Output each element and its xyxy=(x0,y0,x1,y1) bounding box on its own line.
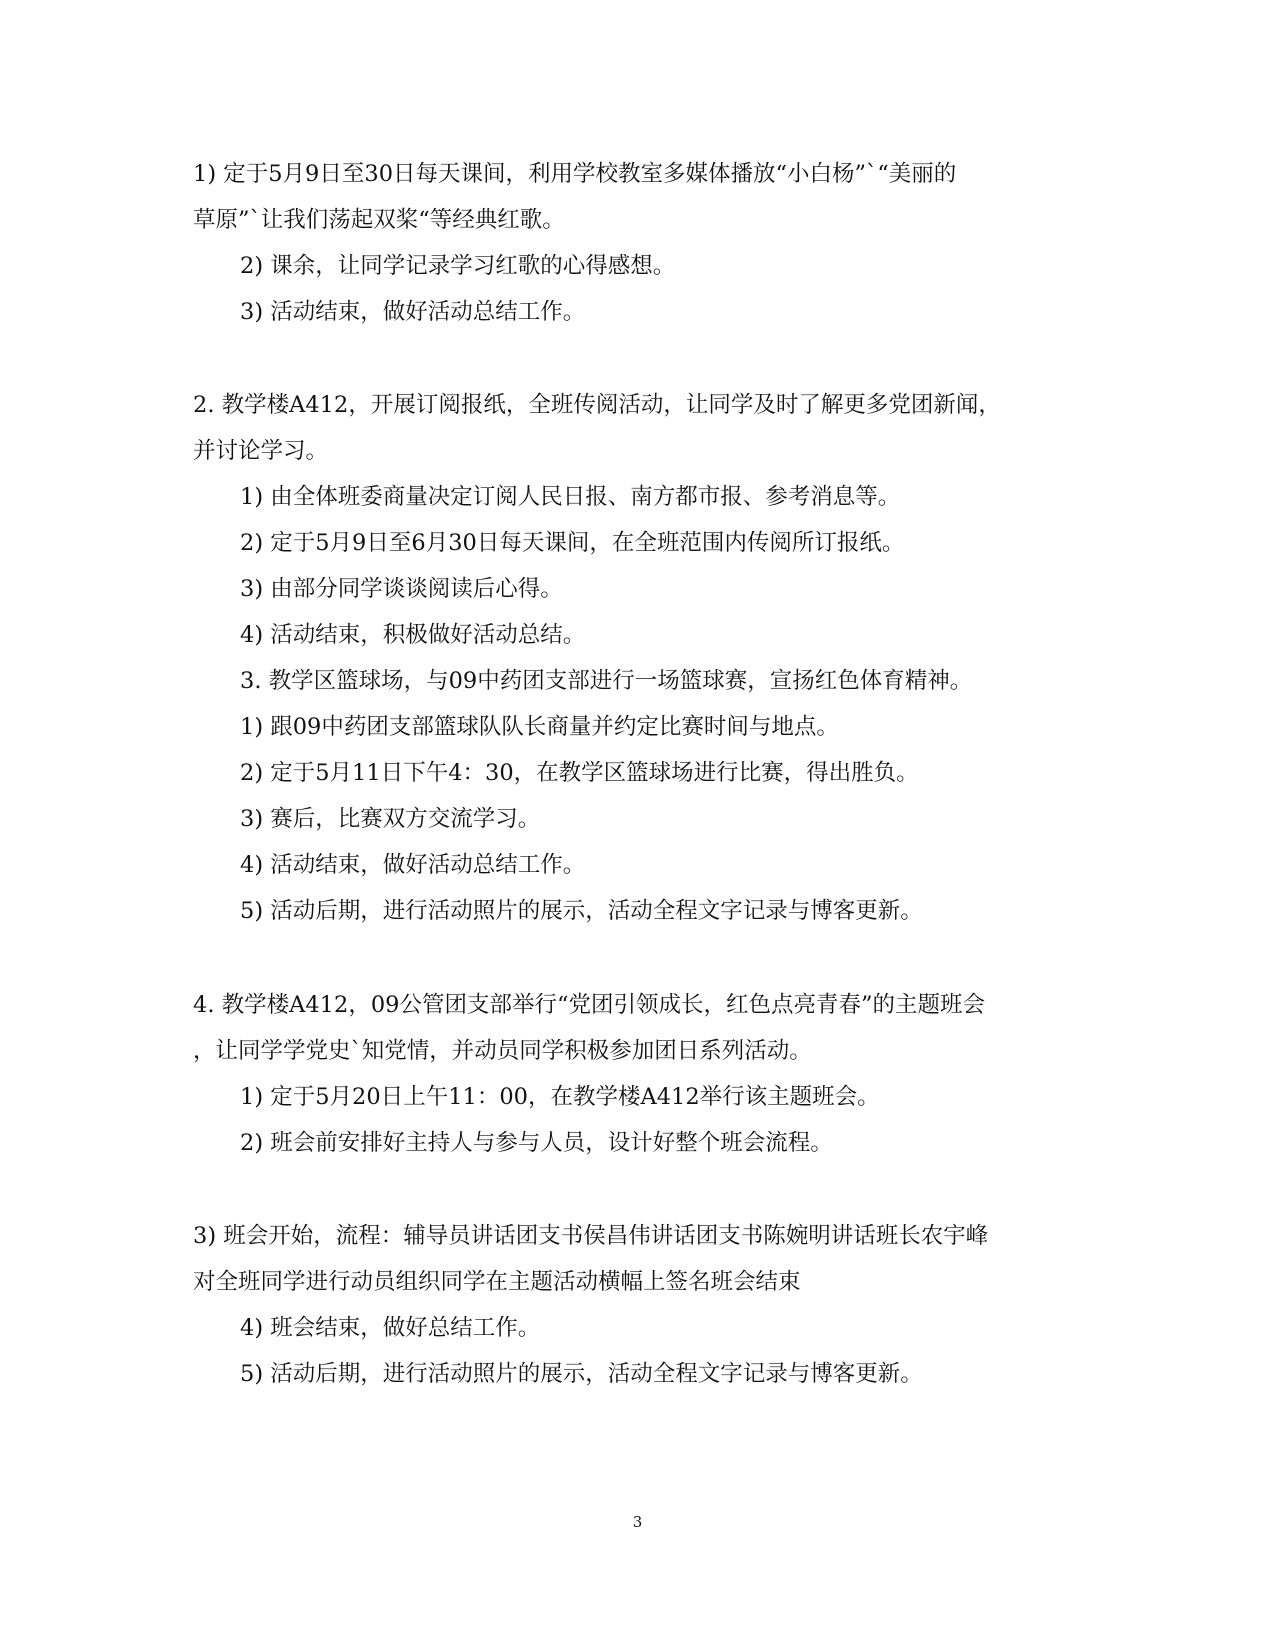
text-line: 4) 活动结束，做好活动总结工作。 xyxy=(240,852,586,878)
text-line: 1) 跟09中药团支部篮球队队长商量并约定比赛时间与地点。 xyxy=(240,714,839,740)
text-line: ，让同学学党史`知党情，并动员同学积极参加团日系列活动。 xyxy=(193,1038,812,1064)
text-line: 草原”`让我们荡起双桨“等经典红歌。 xyxy=(193,207,565,233)
text-line: 2) 课余，让同学记录学习红歌的心得感想。 xyxy=(240,253,676,279)
text-line: 4) 班会结束，做好总结工作。 xyxy=(240,1315,541,1341)
text-line: 2) 班会前安排好主持人与参与人员，设计好整个班会流程。 xyxy=(240,1130,833,1156)
page-number: 3 xyxy=(632,1513,643,1531)
text-line: 4. 教学楼A412，09公管团支部举行“党团引领成长，红色点亮青春”的主题班会 xyxy=(193,992,985,1018)
text-line: 3. 教学区篮球场，与09中药团支部进行一场篮球赛，宣扬红色体育精神。 xyxy=(240,668,973,694)
text-line: 3) 赛后，比赛双方交流学习。 xyxy=(240,806,541,832)
text-line: 1) 定于5月9日至30日每天课间，利用学校教室多媒体播放“小白杨”`“美丽的 xyxy=(193,161,957,187)
text-line: 2) 定于5月9日至6月30日每天课间，在全班范围内传阅所订报纸。 xyxy=(240,530,905,556)
text-line: 1) 由全体班委商量决定订阅人民日报、南方都市报、参考消息等。 xyxy=(240,484,901,510)
text-line: 2. 教学楼A412，开展订阅报纸，全班传阅活动，让同学及时了解更多党团新闻， xyxy=(193,392,1001,418)
text-line: 5) 活动后期，进行活动照片的展示，活动全程文字记录与博客更新。 xyxy=(240,898,923,924)
text-line: 3) 活动结束，做好活动总结工作。 xyxy=(240,299,586,325)
text-line: 3) 由部分同学谈谈阅读后心得。 xyxy=(240,576,563,602)
text-line: 3) 班会开始，流程：辅导员讲话团支书侯昌伟讲话团支书陈婉明讲话班长农宇峰 xyxy=(193,1223,989,1249)
text-line: 1) 定于5月20日上午11：00，在教学楼A412举行该主题班会。 xyxy=(240,1084,880,1110)
text-line: 4) 活动结束，积极做好活动总结。 xyxy=(240,622,586,648)
text-line: 2) 定于5月11日下午4：30，在教学区篮球场进行比赛，得出胜负。 xyxy=(240,760,919,786)
text-line: 5) 活动后期，进行活动照片的展示，活动全程文字记录与博客更新。 xyxy=(240,1361,923,1387)
text-line: 并讨论学习。 xyxy=(193,438,329,464)
text-line: 对全班同学进行动员组织同学在主题活动横幅上签名班会结束 xyxy=(193,1269,801,1295)
